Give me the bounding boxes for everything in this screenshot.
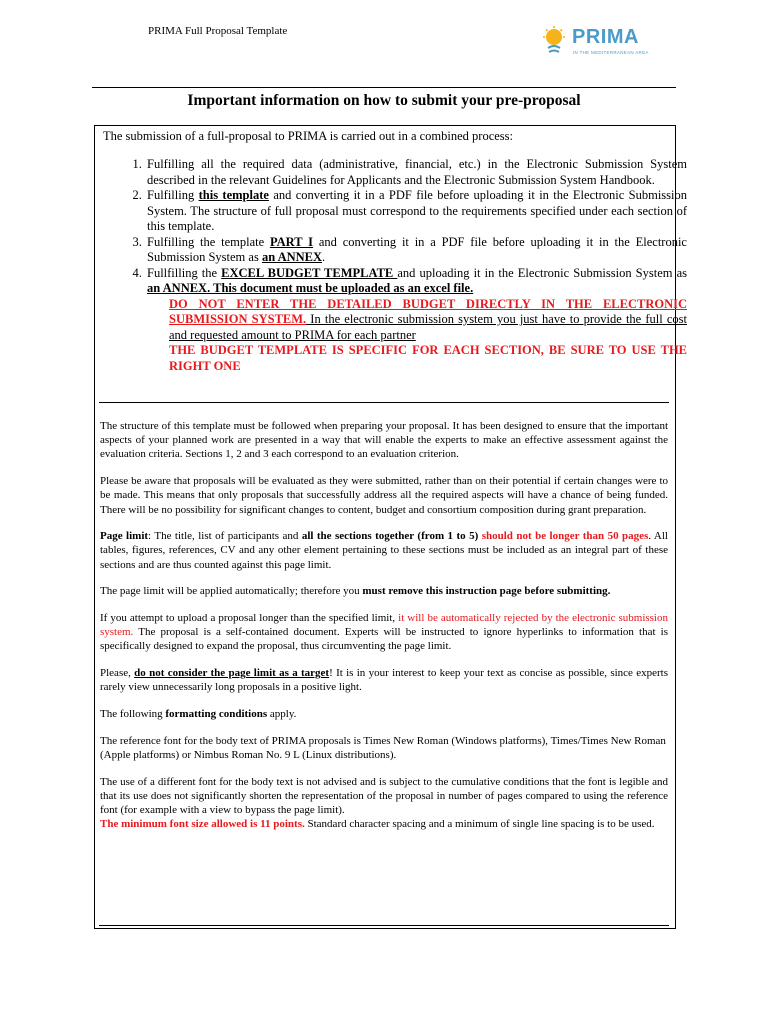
highlight-text: The minimum font size allowed is 11 points. [100, 818, 305, 831]
paragraph-text: The page limit will be applied automatically; therefore you [100, 585, 363, 598]
paragraph [100, 707, 668, 721]
paragraph [100, 611, 668, 654]
header-divider [92, 87, 676, 88]
submission-steps-list [125, 157, 687, 374]
paragraph: The reference font for the body text of PRIMA proposals is Times New Roman (Windows platforms), Times/Times New Roman (Apple platforms) or Nimbus Roman No. 9 L (Linux distributions). [100, 734, 666, 761]
list-item [145, 235, 687, 266]
emphasis-text: PART I [269, 234, 314, 249]
paragraph: Please be aware that proposals will be evaluated as they were submitted, rather than on their potential if certain changes were to be made. This means that only proposals that successfully address all the required aspects will have a chance of being funded. There will be no possibility for significant changes to content, budget and consortium composition during grant preparation. [100, 475, 668, 516]
sun-drop-icon [540, 26, 570, 60]
list-item-text: . [322, 250, 326, 264]
highlight-text: it will be automatically rejected by the electronic submission system. [100, 612, 668, 639]
emphasis-text: this template [198, 188, 269, 202]
paragraph-text: The following [100, 708, 166, 721]
emphasis-text: must remove this instruction page before submitting. [362, 585, 611, 598]
guidelines-body [100, 419, 668, 844]
intro-text: The submission of a full-proposal to PRIMA is carried out in a combined process: [103, 129, 514, 143]
list-item-text: Fullfilling the [147, 265, 222, 280]
logo-tagline: IN THE MEDITERRANEAN AREA [573, 50, 649, 55]
emphasis-text: all the sections together (from 1 to 5) [301, 530, 479, 543]
paragraph [100, 666, 668, 694]
paragraph-text: Please, [100, 667, 135, 680]
list-item [145, 157, 687, 188]
paragraph-text: : The title, list of participants and [148, 530, 302, 543]
paragraph-text: . All tables, figures, references, CV and any other element pertaining to these sections must be included as an integral part of these sections and are thus counted against this page limit. [100, 530, 668, 571]
list-item-text: and converting it in a PDF file before uploading it in the Electronic Submission System as [147, 234, 687, 264]
document-header-title: PRIMA Full Proposal Template [148, 25, 288, 37]
paragraph [100, 529, 668, 572]
section-divider [99, 402, 669, 403]
paragraph-text: The proposal is a self-contained document. Experts will be instructed to ignore hyperlinks to information that is specifically designed to expand the proposal, thus circumventing the page limit. [100, 626, 668, 653]
emphasis-text: an ANNEX [261, 250, 323, 264]
paragraph: The structure of this template must be followed when preparing your proposal. It has been designed to ensure that the important aspects of your planned work are presented in a way that will enable the experts to make an effective assessment against the evaluation criteria. Sections 1, 2 and 3 each correspond to an evaluation criterion. [100, 420, 668, 461]
list-item [145, 188, 687, 235]
bottom-divider [99, 925, 669, 926]
paragraph-text: If you attempt to upload a proposal longer than the specified limit, [100, 612, 399, 625]
paragraph-text: The use of a different font for the body text is not advised and is subject to the cumulative conditions that the font is legible and that its use does not significantly shorten the representation of the proposal in number of pages compared to using the reference font (for example with a view to bypass the page limit). [100, 775, 668, 817]
prima-logo [540, 26, 660, 66]
paragraph [100, 584, 668, 598]
budget-warning [169, 297, 687, 344]
emphasis-text: Page limit [100, 530, 149, 543]
warning-note: In the electronic submission system you just have to provide the full cost and requested amount to PRIMA for each partner [169, 312, 687, 342]
emphasis-text: EXCEL BUDGET TEMPLATE [221, 265, 398, 280]
paragraph [100, 775, 668, 832]
emphasis-text: do not consider the page limit as a target [134, 667, 330, 680]
list-item-text: Fulfilling [147, 188, 199, 202]
emphasis-text: formatting conditions [165, 708, 268, 721]
highlight-text: should not be longer than 50 pages [481, 530, 649, 543]
warning-text: DO NOT ENTER THE DETAILED BUDGET DIRECTLY IN THE ELECTRONIC SUBMISSION SYSTEM. [169, 296, 687, 326]
instructions-box [94, 125, 688, 929]
list-item-text: and converting it in a PDF file before uploading it in the Electronic Submission System. The structure of full proposal must correspond to the requirements specified under each section of this template. [147, 188, 688, 233]
list-item-text: Fulfilling all the required data (administrative, financial, etc.) in the Electronic Submission System described in the relevant Guidelines for Applicants and the Electronic Submission System Handbook. [147, 157, 687, 187]
paragraph-text: ! It is in your interest to keep your text as concise as possible, since experts rarely view unnecessarily long proposals in a positive light. [100, 667, 668, 694]
emphasis-text: an ANNEX. This document must be uploaded as an excel file. [147, 281, 474, 295]
list-item-text: Fulfilling the template [147, 234, 270, 249]
budget-template-warning: THE BUDGET TEMPLATE IS SPECIFIC FOR EACH SECTION, BE SURE TO USE THE RIGHT ONE [169, 343, 687, 373]
paragraph-text: Standard character spacing and a minimum of single line spacing is to be used. [304, 818, 655, 831]
list-item [145, 266, 687, 375]
logo-wordmark: PRIMA [572, 26, 639, 48]
paragraph-text: apply. [267, 708, 297, 721]
list-item-text: and uploading it in the Electronic Submission System as [397, 265, 687, 280]
page-title: Important information on how to submit your pre-proposal [187, 92, 581, 109]
